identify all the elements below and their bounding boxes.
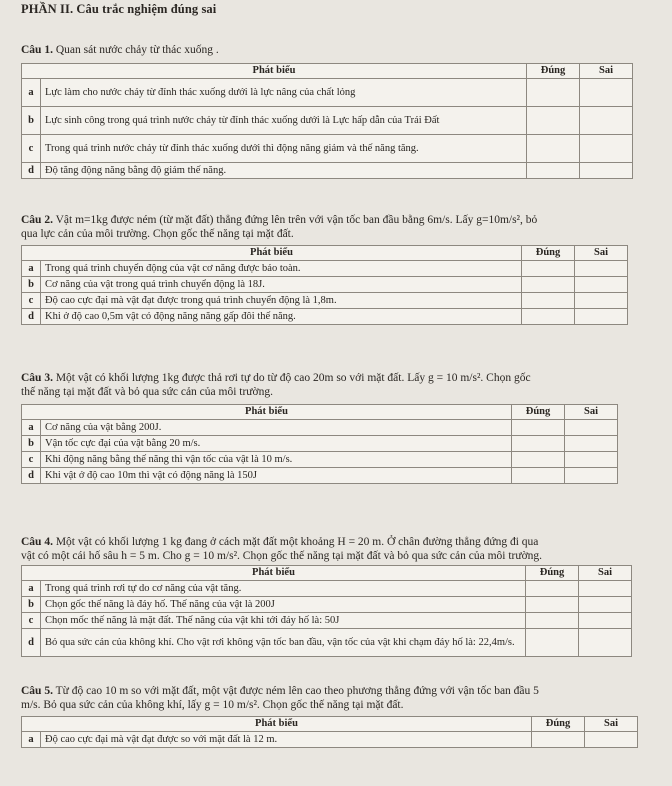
table-header-row (22, 64, 633, 79)
false-answer-cell[interactable] (585, 732, 638, 748)
row-statement: Khi vật ở độ cao 10m thì vật có động năng là 150J (41, 468, 512, 484)
true-answer-cell[interactable] (522, 309, 575, 325)
row-label: b (22, 107, 41, 135)
question-text-line: Câu 2. Vật m=1kg được ném (từ mặt đất) thẳng đứng lên trên với vận tốc ban đầu bằng 6m/s. Lấy g=10m/s², bỏ (21, 214, 538, 226)
header-true: Đúng (532, 717, 585, 732)
row-statement: Lực sinh công trong quá trình nước chảy từ đỉnh thác xuống dưới là Lực hấp dẫn của Trái Đất (41, 107, 527, 135)
header-false: Sai (580, 64, 633, 79)
true-answer-cell[interactable] (512, 420, 565, 436)
true-answer-cell[interactable] (526, 581, 579, 597)
question-text-line: Câu 4. Một vật có khối lượng 1 kg đang ở cách mặt đất một khoảng H = 20 m. Ở chân đường thẳng đứng đi qua (21, 536, 539, 548)
row-label: d (22, 468, 41, 484)
false-answer-cell[interactable] (580, 163, 633, 179)
question-label: Câu 5. (21, 685, 53, 697)
false-answer-cell[interactable] (575, 309, 628, 325)
row-statement: Độ cao cực đại mà vật đạt được so với mặt đất là 12 m. (41, 732, 532, 748)
row-label: c (22, 135, 41, 163)
row-label: a (22, 732, 41, 748)
table-header-row (22, 566, 632, 581)
false-answer-cell[interactable] (565, 420, 618, 436)
row-statement: Khi ở độ cao 0,5m vật có động năng năng gấp đôi thế năng. (41, 309, 522, 325)
false-answer-cell[interactable] (580, 107, 633, 135)
false-answer-cell[interactable] (565, 436, 618, 452)
true-answer-cell[interactable] (522, 277, 575, 293)
table-header-row (22, 246, 628, 261)
false-answer-cell[interactable] (580, 135, 633, 163)
question-label: Câu 3. (21, 372, 53, 384)
false-answer-cell[interactable] (575, 277, 628, 293)
header-statement: Phát biểu (22, 405, 512, 420)
table-header-row (22, 405, 618, 420)
row-label: a (22, 261, 41, 277)
table-row (22, 597, 632, 613)
row-label: b (22, 277, 41, 293)
table-row (22, 277, 628, 293)
true-false-table-5 (21, 716, 638, 748)
header-statement: Phát biểu (22, 246, 522, 261)
true-answer-cell[interactable] (527, 79, 580, 107)
question-2 (21, 213, 537, 241)
question-text-line: thế năng tại mặt đất và bỏ qua sức cản của môi trường. (21, 386, 273, 398)
row-label: d (22, 163, 41, 179)
false-answer-cell[interactable] (579, 613, 632, 629)
table-row (22, 79, 633, 107)
question-text-line: m/s. Bỏ qua sức cản của không khí, lấy g = 10 m/s². Chọn gốc thế năng tại mặt đất. (21, 699, 404, 711)
table-row (22, 581, 632, 597)
row-label: a (22, 581, 41, 597)
header-statement: Phát biểu (22, 64, 527, 79)
true-answer-cell[interactable] (526, 613, 579, 629)
true-answer-cell[interactable] (527, 107, 580, 135)
table-row (22, 732, 638, 748)
true-answer-cell[interactable] (527, 163, 580, 179)
row-label: c (22, 452, 41, 468)
row-label: a (22, 420, 41, 436)
header-true: Đúng (527, 64, 580, 79)
section-title: PHẦN II. Câu trắc nghiệm đúng sai (21, 2, 217, 16)
row-label: b (22, 436, 41, 452)
row-statement: Bỏ qua sức cản của không khí. Cho vật rơi không vận tốc ban đầu, vận tốc của vật khi chạm đáy hố là: 22,4m/s. (41, 629, 526, 657)
row-label: d (22, 309, 41, 325)
row-statement: Độ cao cực đại mà vật đạt được trong quá trình chuyển động là 1,8m. (41, 293, 522, 309)
row-statement: Chọn gốc thế năng là đáy hố. Thế năng của vật là 200J (41, 597, 526, 613)
table-row (22, 261, 628, 277)
true-answer-cell[interactable] (522, 293, 575, 309)
true-false-table-1 (21, 63, 633, 179)
row-statement: Cơ năng của vật trong quá trình chuyển động là 18J. (41, 277, 522, 293)
row-statement: Lực làm cho nước chảy từ đỉnh thác xuống dưới là lực nâng của chất lỏng (41, 79, 527, 107)
true-answer-cell[interactable] (522, 261, 575, 277)
row-statement: Trong quá trình chuyển động của vật cơ năng được bảo toàn. (41, 261, 522, 277)
header-statement: Phát biểu (22, 717, 532, 732)
true-answer-cell[interactable] (526, 597, 579, 613)
table-row (22, 629, 632, 657)
false-answer-cell[interactable] (575, 293, 628, 309)
false-answer-cell[interactable] (565, 452, 618, 468)
true-false-table-3 (21, 404, 618, 484)
table-row (22, 135, 633, 163)
question-1 (21, 43, 219, 57)
header-false: Sai (585, 717, 638, 732)
row-statement: Trong quá trình nước chảy từ đỉnh thác xuống dưới thì động năng giảm và thế năng tăng. (41, 135, 527, 163)
true-answer-cell[interactable] (512, 452, 565, 468)
false-answer-cell[interactable] (575, 261, 628, 277)
false-answer-cell[interactable] (580, 79, 633, 107)
row-statement: Cơ năng của vật bằng 200J. (41, 420, 512, 436)
table-row (22, 293, 628, 309)
true-false-table-4 (21, 565, 632, 657)
header-false: Sai (579, 566, 632, 581)
true-answer-cell[interactable] (512, 468, 565, 484)
row-label: c (22, 613, 41, 629)
true-answer-cell[interactable] (532, 732, 585, 748)
header-false: Sai (565, 405, 618, 420)
row-statement: Khi động năng bằng thế năng thì vận tốc của vật là 10 m/s. (41, 452, 512, 468)
row-statement: Độ tăng động năng bằng độ giảm thế năng. (41, 163, 527, 179)
header-true: Đúng (522, 246, 575, 261)
question-label: Câu 2. (21, 214, 53, 226)
row-label: b (22, 597, 41, 613)
question-label: Câu 1. (21, 44, 53, 56)
table-row (22, 420, 618, 436)
row-statement: Chọn mốc thế năng là mặt đất. Thế năng của vật khi tới đáy hố là: 50J (41, 613, 526, 629)
table-row (22, 452, 618, 468)
question-text-line: Câu 3. Một vật có khối lượng 1kg được thả rơi tự do từ độ cao 20m so với mặt đất. Lấy g = 10 m/s². Chọn gốc (21, 372, 531, 384)
header-true: Đúng (526, 566, 579, 581)
question-label: Câu 4. (21, 536, 53, 548)
false-answer-cell[interactable] (579, 581, 632, 597)
table-row (22, 107, 633, 135)
question-5 (21, 684, 539, 712)
table-row (22, 163, 633, 179)
table-header-row (22, 717, 638, 732)
question-text-line: qua lực cản của môi trường. Chọn gốc thế năng tại mặt đất. (21, 228, 294, 240)
false-answer-cell[interactable] (579, 597, 632, 613)
true-false-table-2 (21, 245, 628, 325)
header-true: Đúng (512, 405, 565, 420)
table-row (22, 436, 618, 452)
table-row (22, 468, 618, 484)
false-answer-cell[interactable] (579, 629, 632, 657)
true-answer-cell[interactable] (527, 135, 580, 163)
question-4 (21, 535, 542, 563)
question-text-line: Câu 5. Từ độ cao 10 m so với mặt đất, một vật được ném lên cao theo phương thẳng đứng với vận tốc ban đầu 5 (21, 685, 539, 697)
question-3 (21, 371, 531, 399)
header-false: Sai (575, 246, 628, 261)
table-row (22, 309, 628, 325)
row-label: d (22, 629, 41, 657)
true-answer-cell[interactable] (526, 629, 579, 657)
question-text-line: vật có một cái hố sâu h = 5 m. Cho g = 10 m/s². Chọn gốc thế năng tại mặt đất và bỏ qua sức cản của môi trường. (21, 550, 543, 562)
header-statement: Phát biểu (22, 566, 526, 581)
true-answer-cell[interactable] (512, 436, 565, 452)
row-label: a (22, 79, 41, 107)
row-label: c (22, 293, 41, 309)
row-statement: Trong quá trình rơi tự do cơ năng của vật tăng. (41, 581, 526, 597)
row-statement: Vận tốc cực đại của vật bằng 20 m/s. (41, 436, 512, 452)
question-text-line: Câu 1. Quan sát nước chảy từ thác xuống . (21, 44, 219, 56)
table-row (22, 613, 632, 629)
false-answer-cell[interactable] (565, 468, 618, 484)
